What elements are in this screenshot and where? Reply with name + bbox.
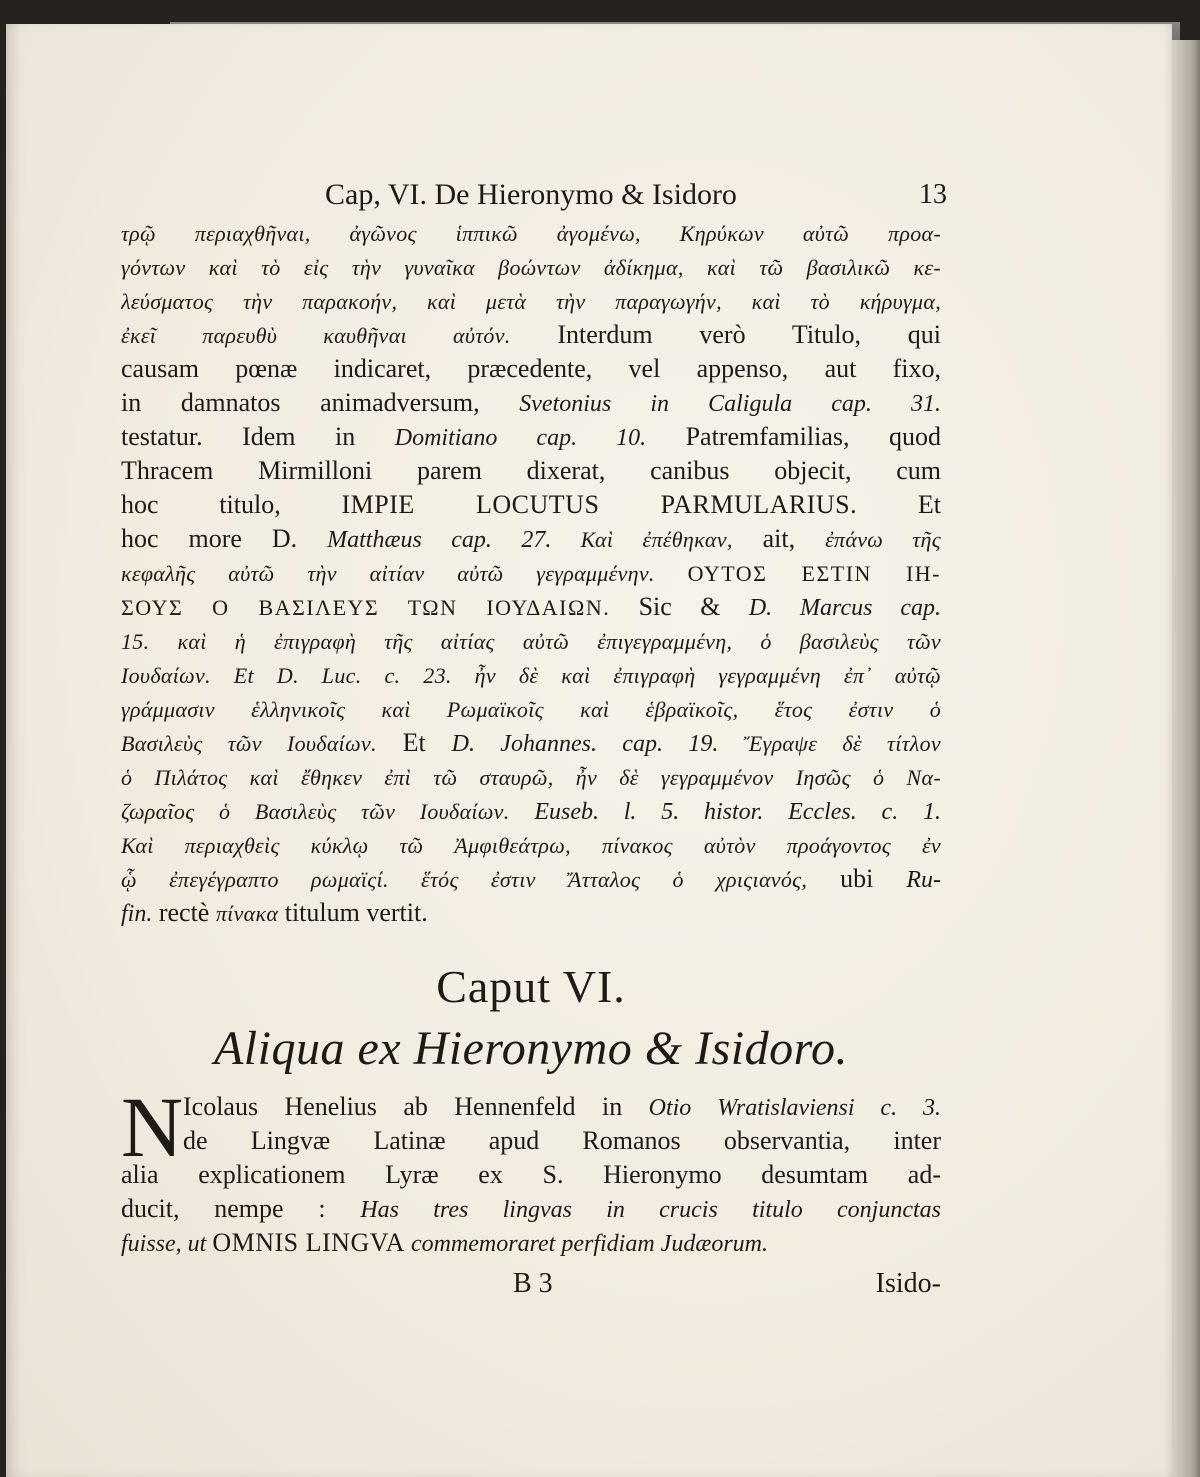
text-run: Et — [376, 728, 452, 757]
text-line — [121, 658, 941, 692]
text-run: titulum vertit. — [278, 898, 428, 927]
text-run: ait, — [732, 524, 826, 553]
running-head — [121, 174, 947, 216]
text-line — [121, 522, 941, 556]
text-run: ΟΥΤΟΣ ΕΣΤΙΝ ΙΗ- — [687, 561, 941, 586]
text-line — [121, 862, 941, 896]
text-run: D. Johannes. cap. 19. — [451, 731, 719, 757]
text-line — [121, 488, 941, 522]
text-run: Sic & — [610, 592, 749, 621]
text-line — [121, 216, 941, 250]
page-stack-edge — [1170, 40, 1200, 1477]
text-line — [121, 1192, 941, 1226]
text-line — [121, 454, 941, 488]
text-line — [121, 386, 941, 420]
text-line — [121, 318, 941, 352]
catchword: Isido- — [875, 1268, 941, 1299]
text-run: Svetonius in Caligula cap. 31. — [519, 391, 941, 417]
book-page — [6, 24, 1172, 1477]
text-run: Matthæus cap. 27. — [327, 527, 552, 553]
text-line — [121, 794, 941, 828]
text-line — [121, 726, 941, 760]
text-run: πίνακα — [215, 901, 279, 926]
text-line — [121, 896, 941, 930]
text-run: ζωραῖος ὁ Βασιλεὺς τῶν Ιουδαίων. — [121, 799, 510, 824]
text-line — [121, 1226, 941, 1260]
text-run: fuisse, ut — [121, 1231, 213, 1257]
chapter-subtitle: Aliqua ex Hieronymo & Isidoro. — [213, 1022, 848, 1075]
text-run: Βασιλεὺς τῶν Ιουδαίων. — [121, 731, 377, 756]
text-run: ἐπάνω τῆς — [825, 527, 941, 552]
text-run: ducit, nempe : — [121, 1194, 361, 1223]
text-line — [121, 352, 941, 386]
text-run: ᾧ ἐπεγέγραπτο ρωμαϊςί. ἕτός ἐστιν Ἄτταλος ὁ χριςιανός, — [121, 867, 808, 892]
text-run: Καὶ ἐπέθηκαν, — [551, 527, 733, 552]
text-line — [121, 1090, 941, 1124]
second-paragraph — [121, 1079, 941, 1260]
drop-cap-initial: N — [121, 1079, 184, 1175]
text-run: Otio Wratislaviensi c. 3. — [648, 1095, 941, 1121]
text-line — [121, 556, 941, 590]
text-run: ubi — [807, 864, 907, 893]
text-line — [121, 828, 941, 862]
text-run: rectè — [152, 898, 216, 927]
text-run: 15. καὶ ἡ ἐπιγραφὴ τῆς αἰτίας αὐτῶ ἐπιγεγραμμένη, ὁ βασιλεὺς τῶν — [121, 629, 941, 654]
text-line — [121, 420, 941, 454]
text-line — [121, 760, 941, 794]
second-paragraph-lines — [121, 1079, 941, 1260]
text-run: IMPIE LOCUTUS PARMULARIUS. — [341, 490, 858, 519]
text-run: alia explicationem Lyræ ex S. Hieronymo desumtam ad- — [121, 1160, 941, 1189]
text-run: Ἔγραψε δὲ τίτλον — [718, 731, 941, 756]
text-run: fin. — [121, 901, 153, 927]
text-run: commemoraret perfidiam Judæorum. — [404, 1231, 769, 1257]
page-number: 13 — [919, 179, 947, 210]
text-run: D. Marcus cap. — [748, 595, 941, 621]
signature-mark: B 3 — [513, 1268, 553, 1299]
text-run: λεύσματος τὴν παρακοήν, καὶ μετὰ τὴν παραγωγήν, καὶ τὸ κήρυγμα, — [121, 289, 941, 314]
text-run: Et — [857, 490, 941, 519]
text-run: Καὶ περιαχθεὶς κύκλῳ τῶ Ἀμφιθεάτρω, πίνακος αὐτὸν προάγοντος ἐν — [121, 833, 941, 858]
text-run: ὁ Πιλάτος καὶ ἔθηκεν ἐπὶ τῶ σταυρῶ, ἦν δὲ γεγραμμένον Ιησῶς ὁ Να- — [121, 765, 941, 790]
text-run: Patremfamilias, quod — [646, 422, 941, 451]
text-line — [121, 590, 941, 624]
text-run: Ιουδαίων. Et D. Luc. c. 23. ἦν δὲ καὶ ἐπιγραφὴ γεγραμμένη ἐπ᾽ αὐτῷ — [121, 663, 941, 688]
text-line — [121, 284, 941, 318]
text-line — [121, 1124, 941, 1158]
text-run: γράμμασιν ἑλληνικοῖς καὶ Ρωμαϊκοῖς καὶ ἑβραϊκοῖς, ἕτος ἐστιν ὁ — [121, 697, 941, 722]
text-run: τρῷ περιαχθῆναι, ἀγῶνος ἱππικῶ ἀγομένω, Κηρύκων αὐτῶ προα- — [121, 221, 941, 246]
chapter-title: Caput VI. — [436, 961, 626, 1012]
text-run: Icolaus Henelius ab Hennenfeld in — [183, 1092, 649, 1121]
text-run: Ru- — [906, 867, 941, 893]
text-run: hoc titulo, — [121, 490, 342, 519]
text-run: causam pœnæ indicaret, præcedente, vel appenso, aut fixo, — [121, 354, 941, 383]
text-run: Domitiano cap. 10. — [394, 425, 647, 451]
text-line — [121, 1158, 941, 1192]
running-head-title: Cap, VI. De Hieronymo & Isidoro — [325, 178, 737, 211]
body-paragraph — [121, 216, 941, 930]
text-run: γόντων καὶ τὸ εἰς τὴν γυναῖκα βοώντων ἀδίκημα, καὶ τῶ βασιλικῶ κε- — [121, 255, 941, 280]
text-run: Has tres lingvas in crucis titulo conjunctas — [360, 1197, 941, 1223]
text-block — [121, 174, 947, 1304]
text-run: κεφαλῆς αὐτῶ τὴν αἰτίαν αὐτῶ γεγραμμένην. — [121, 561, 688, 586]
text-run: in damnatos animadversum, — [121, 388, 520, 417]
text-run: testatur. Idem in — [121, 422, 395, 451]
text-run: ἐκεῖ παρευθὺ καυθῆναι αὐτόν. — [121, 323, 511, 348]
text-run: Thracem Mirmilloni parem dixerat, canibus objecit, cum — [121, 456, 941, 485]
text-line — [121, 250, 941, 284]
text-run: Euseb. l. 5. histor. Eccles. c. 1. — [509, 799, 941, 825]
text-line — [121, 692, 941, 726]
page-footer — [121, 1264, 941, 1304]
text-run: Interdum verò Titulo, qui — [510, 320, 941, 349]
text-run: OMNIS LINGVA — [212, 1228, 405, 1257]
text-run: ΣΟΥΣ Ο ΒΑΣΙΛΕΥΣ ΤΩΝ ΙΟΥΔΑΙΩΝ. — [121, 595, 611, 620]
text-run: de Lingvæ Latinæ apud Romanos observantia, inter — [183, 1126, 941, 1155]
text-run: hoc more D. — [121, 524, 328, 553]
text-line — [121, 624, 941, 658]
